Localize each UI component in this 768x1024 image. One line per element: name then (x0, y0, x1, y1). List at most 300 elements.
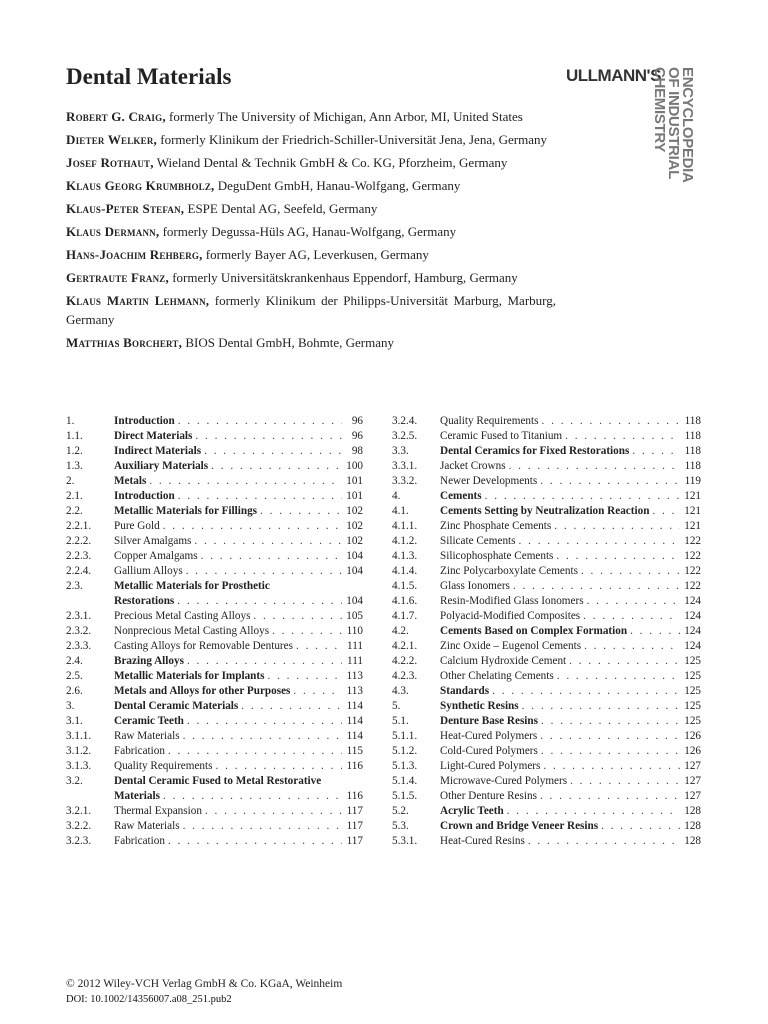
toc-entry-title: Auxiliary Materials (114, 460, 209, 472)
toc-entry-page: 96 (351, 415, 363, 427)
toc-entry-number: 4.1.7. (392, 610, 418, 622)
toc-entry-number: 1. (66, 415, 75, 427)
toc-leader-dots (509, 459, 680, 474)
toc-entry-number: 2.4. (66, 655, 83, 667)
toc-entry-title: Precious Metal Casting Alloys (114, 610, 251, 622)
toc-entry-page: 102 (346, 520, 363, 532)
toc-entry-page: 124 (684, 640, 701, 652)
author-name: Gertraute Franz, (66, 270, 169, 285)
toc-entry-number: 4.2. (392, 625, 409, 637)
toc-entry-title: Other Denture Resins (440, 790, 537, 802)
toc-entry-number: 4.1.4. (392, 565, 418, 577)
toc-entry-page: 104 (346, 550, 363, 562)
toc-leader-dots (195, 429, 342, 444)
toc-entry-title: Fabrication (114, 835, 165, 847)
toc-leader-dots (492, 684, 680, 699)
toc-entry-title: Dental Ceramics for Fixed Restorations (440, 445, 630, 457)
toc-entry-page: 125 (684, 700, 701, 712)
toc-leader-dots (201, 549, 342, 564)
toc-entry-title: Silicate Cements (440, 535, 516, 547)
toc-entry-title: Quality Requirements (440, 415, 539, 427)
toc-leader-dots (583, 609, 680, 624)
author-name: Josef Rothaut, (66, 155, 154, 170)
toc-entry[interactable] (392, 744, 701, 759)
toc-entry[interactable] (392, 534, 701, 549)
toc-entry-title: Silicophosphate Cements (440, 550, 554, 562)
toc-entry-number: 5.3. (392, 820, 409, 832)
toc-entry-title: Brazing Alloys (114, 655, 184, 667)
toc-entry-number: 3.2.4. (392, 415, 418, 427)
toc-leader-dots (570, 774, 680, 789)
toc-leader-dots (601, 819, 680, 834)
toc-entry-title: Heat-Cured Resins (440, 835, 525, 847)
toc-entry-page: 116 (346, 760, 363, 772)
toc-leader-dots (187, 654, 342, 669)
toc-leader-dots (522, 699, 680, 714)
author-entry (66, 245, 556, 264)
author-entry (66, 333, 556, 352)
toc-entry-number: 4.2.2. (392, 655, 418, 667)
toc-leader-dots (557, 669, 680, 684)
toc-entry-number: 3.3.2. (392, 475, 418, 487)
toc-entry-number: 4.3. (392, 685, 409, 697)
toc-entry-number: 5.3.1. (392, 835, 418, 847)
toc-entry-number: 3.2.3. (66, 835, 92, 847)
toc-leader-dots (241, 699, 342, 714)
toc-entry-page: 116 (346, 790, 363, 802)
toc-leader-dots (554, 519, 680, 534)
toc-entry[interactable] (66, 489, 363, 504)
toc-entry[interactable] (392, 564, 701, 579)
toc-entry-title: Pure Gold (114, 520, 160, 532)
toc-entry[interactable] (392, 474, 701, 489)
toc-entry-page: 121 (684, 505, 701, 517)
toc-leader-dots (178, 489, 342, 504)
toc-leader-dots (216, 759, 343, 774)
toc-entry-page: 114 (346, 715, 363, 727)
toc-entry-title: Polyacid-Modified Composites (440, 610, 581, 622)
author-affiliation: ESPE Dental AG, Seefeld, Germany (184, 201, 378, 216)
toc-entry-title: Zinc Phosphate Cements (440, 520, 552, 532)
toc-entry-title: Indirect Materials (114, 445, 202, 457)
toc-entry-page: 122 (684, 550, 701, 562)
toc-entry-page: 121 (684, 490, 701, 502)
toc-entry[interactable] (66, 609, 363, 624)
toc-entry-number: 5.1.1. (392, 730, 418, 742)
toc-entry[interactable] (66, 744, 363, 759)
toc-entry-page: 118 (684, 460, 701, 472)
toc-entry-page: 122 (684, 580, 701, 592)
logo-vertical-line-3: CHEMISTRY (651, 67, 668, 153)
toc-leader-dots (253, 609, 342, 624)
toc-entry[interactable] (66, 519, 363, 534)
toc-leader-dots (149, 474, 342, 489)
toc-entry-page: 127 (684, 790, 701, 802)
toc-entry-title: Microwave-Cured Polymers (440, 775, 568, 787)
toc-entry-title: Dental Ceramic Fused to Metal Restorative (114, 775, 322, 787)
toc-entry-title: Gallium Alloys (114, 565, 183, 577)
author-name: Klaus Georg Krumbholz, (66, 178, 215, 193)
author-name: Klaus Martin Lehmann, (66, 293, 210, 308)
toc-entry-title: Copper Amalgams (114, 550, 198, 562)
toc-entry[interactable] (392, 789, 701, 804)
toc-entry-page: 102 (346, 535, 363, 547)
toc-leader-dots (519, 534, 681, 549)
author-affiliation: formerly Klinikum der Friedrich-Schiller-Universität Jena, Jena, Germany (156, 132, 547, 147)
toc-leader-dots (632, 444, 680, 459)
author-entry (66, 153, 556, 172)
toc-entry[interactable] (66, 789, 363, 804)
toc-entry[interactable] (66, 594, 363, 609)
toc-leader-dots (565, 429, 680, 444)
toc-entry-title: Metallic Materials for Implants (114, 670, 265, 682)
toc-leader-dots (267, 669, 342, 684)
toc-entry-number: 2.3.3. (66, 640, 92, 652)
toc-entry-title: Metallic Materials for Prosthetic (114, 580, 270, 592)
toc-entry[interactable] (392, 729, 701, 744)
toc-entry-number: 4.2.3. (392, 670, 418, 682)
copyright-notice: © 2012 Wiley-VCH Verlag GmbH & Co. KGaA, Weinheim (66, 978, 343, 990)
toc-entry-title: Thermal Expansion (114, 805, 202, 817)
toc-entry-page: 104 (346, 595, 363, 607)
toc-entry-page: 127 (684, 760, 701, 772)
toc-entry-page: 111 (347, 640, 363, 652)
author-affiliation: formerly Universitätskrankenhaus Eppendorf, Hamburg, Germany (168, 270, 518, 285)
toc-entry[interactable] (392, 519, 701, 534)
toc-entry-page: 114 (346, 730, 363, 742)
toc-entry[interactable] (392, 669, 701, 684)
toc-leader-dots (163, 789, 342, 804)
toc-entry-page: 117 (346, 820, 363, 832)
toc-leader-dots (177, 594, 342, 609)
toc-entry[interactable] (66, 804, 363, 819)
toc-entry-page: 124 (684, 595, 701, 607)
toc-entry-title: Calcium Hydroxide Cement (440, 655, 567, 667)
toc-leader-dots (186, 564, 342, 579)
toc-entry[interactable] (66, 459, 363, 474)
toc-entry[interactable] (392, 804, 701, 819)
toc-entry-number: 2.2. (66, 505, 83, 517)
toc-entry-number: 4.1. (392, 505, 409, 517)
toc-entry[interactable] (392, 579, 701, 594)
toc-entry-title: Cements Setting by Neutralization Reaction (440, 505, 650, 517)
toc-entry[interactable] (66, 534, 363, 549)
toc-leader-dots (542, 414, 681, 429)
toc-entry-page (345, 774, 363, 789)
toc-leader-dots (211, 459, 342, 474)
toc-entry-page: 111 (347, 655, 363, 667)
toc-entry-number: 5.1. (392, 715, 409, 727)
toc-entry[interactable] (66, 834, 363, 849)
toc-entry[interactable] (392, 429, 701, 444)
toc-entry-number: 5.1.2. (392, 745, 418, 757)
toc-entry-title: Raw Materials (114, 820, 180, 832)
toc-entry[interactable] (392, 549, 701, 564)
toc-entry-title: Dental Ceramic Materials (114, 700, 239, 712)
page-footer (66, 977, 342, 1007)
toc-entry[interactable] (392, 594, 701, 609)
toc-leader-dots (507, 804, 680, 819)
toc-entry-number: 2.3.1. (66, 610, 92, 622)
toc-entry-page: 127 (684, 775, 701, 787)
toc-entry-number: 2.2.1. (66, 520, 92, 532)
toc-entry-page: 119 (684, 475, 701, 487)
toc-entry[interactable] (392, 819, 701, 834)
toc-entry-number: 3. (66, 700, 75, 712)
toc-entry[interactable] (66, 714, 363, 729)
toc-entry[interactable] (392, 414, 701, 429)
toc-entry[interactable] (66, 444, 363, 459)
toc-entry-title: Fabrication (114, 745, 165, 757)
toc-entry-number: 3.1.3. (66, 760, 92, 772)
toc-entry-page: 117 (346, 835, 363, 847)
toc-entry-page: 100 (346, 460, 363, 472)
toc-entry[interactable] (392, 654, 701, 669)
author-entry (66, 176, 556, 195)
toc-entry-title: Restorations (114, 595, 175, 607)
toc-entry-number: 4.1.1. (392, 520, 418, 532)
toc-entry-title: Jacket Crowns (440, 460, 506, 472)
toc-leader-dots (205, 804, 342, 819)
author-entry (66, 222, 556, 241)
toc-entry-title: Newer Developments (440, 475, 538, 487)
toc-entry-page: 118 (684, 445, 701, 457)
toc-entry[interactable] (392, 489, 701, 504)
toc-entry-number: 3.2.1. (66, 805, 92, 817)
toc-entry-title: Heat-Cured Polymers (440, 730, 538, 742)
toc-entry[interactable] (392, 639, 701, 654)
toc-entry-title: Standards (440, 685, 490, 697)
author-affiliation: BIOS Dental GmbH, Bohmte, Germany (182, 335, 395, 350)
toc-entry-page: 110 (346, 625, 363, 637)
toc-entry-title: Zinc Polycarboxylate Cements (440, 565, 578, 577)
toc-leader-dots (584, 639, 680, 654)
toc-entry-title: Quality Requirements (114, 760, 213, 772)
toc-entry-title: Metals and Alloys for other Purposes (114, 685, 291, 697)
toc-entry[interactable] (392, 834, 701, 849)
toc-entry-title: Metals (114, 475, 147, 487)
toc-entry-title: Cold-Cured Polymers (440, 745, 538, 757)
toc-entry[interactable] (392, 774, 701, 789)
toc-entry[interactable] (392, 684, 701, 699)
toc-entry-number: 3.2. (66, 775, 83, 787)
toc-leader-dots (556, 549, 680, 564)
toc-entry-number: 2.5. (66, 670, 83, 682)
author-name: Hans-Joachim Rehberg, (66, 247, 203, 262)
toc-entry-page: 122 (684, 565, 701, 577)
toc-leader-dots (528, 834, 680, 849)
toc-entry-number: 4.1.5. (392, 580, 418, 592)
toc-entry-number: 3.1.1. (66, 730, 92, 742)
toc-entry[interactable] (66, 729, 363, 744)
toc-entry-title: Materials (114, 790, 160, 802)
toc-entry-page: 125 (684, 670, 701, 682)
author-entry (66, 291, 556, 329)
article-title: Dental Materials (66, 64, 232, 89)
logo-wordmark: ULLMANN'S (566, 66, 661, 85)
author-entry (66, 107, 556, 126)
toc-entry-page: 128 (684, 835, 701, 847)
toc-entry-number: 3.2.2. (66, 820, 92, 832)
toc-leader-dots (540, 474, 680, 489)
author-entry (66, 268, 556, 287)
toc-entry-page: 98 (351, 445, 363, 457)
logo-vertical-line-1: ENCYCLOPEDIA (679, 67, 696, 183)
toc-leader-dots (272, 624, 342, 639)
author-name: Dieter Welker, (66, 132, 157, 147)
toc-entry-number: 3.1.2. (66, 745, 92, 757)
toc-leader-dots (296, 639, 342, 654)
toc-entry-page: 125 (684, 685, 701, 697)
toc-leader-dots (183, 729, 342, 744)
toc-entry[interactable] (66, 429, 363, 444)
toc-entry-page: 126 (684, 745, 701, 757)
toc-entry-number: 1.1. (66, 430, 83, 442)
toc-entry-page: 124 (684, 625, 701, 637)
toc-leader-dots (194, 534, 342, 549)
toc-entry-number: 1.3. (66, 460, 83, 472)
author-entry (66, 199, 556, 218)
toc-leader-dots (168, 834, 342, 849)
toc-leader-dots (183, 819, 342, 834)
toc-entry-number: 5.1.4. (392, 775, 418, 787)
toc-entry-title: Introduction (114, 415, 175, 427)
toc-entry-title: Nonprecious Metal Casting Alloys (114, 625, 270, 637)
toc-entry[interactable] (66, 579, 363, 594)
toc-entry-page: 104 (346, 565, 363, 577)
toc-entry-title: Ceramic Teeth (114, 715, 184, 727)
toc-leader-dots (541, 744, 680, 759)
toc-entry-number: 4.2.1. (392, 640, 418, 652)
toc-entry-page: 102 (346, 505, 363, 517)
toc-entry[interactable] (392, 759, 701, 774)
toc-entry[interactable] (66, 819, 363, 834)
toc-entry[interactable] (66, 774, 363, 789)
toc-entry-title: Acrylic Teeth (440, 805, 504, 817)
toc-entry-page: 101 (346, 475, 363, 487)
toc-entry-title: Light-Cured Polymers (440, 760, 541, 772)
toc-entry[interactable] (66, 699, 363, 714)
toc-entry[interactable] (66, 564, 363, 579)
toc-entry[interactable] (66, 669, 363, 684)
toc-entry[interactable] (392, 504, 701, 519)
toc-entry[interactable] (392, 609, 701, 624)
toc-leader-dots (540, 729, 680, 744)
toc-entry[interactable] (66, 759, 363, 774)
toc-leader-dots (569, 654, 680, 669)
toc-entry-title: Other Chelating Cements (440, 670, 554, 682)
toc-entry-number: 2.2.3. (66, 550, 92, 562)
toc-entry[interactable] (392, 624, 701, 639)
toc-entry-title: Resin-Modified Glass Ionomers (440, 595, 584, 607)
toc-entry[interactable] (392, 714, 701, 729)
toc-entry-number: 2.1. (66, 490, 83, 502)
ullmanns-logo (566, 64, 701, 209)
toc-leader-dots (630, 624, 680, 639)
toc-entry-page: 128 (684, 820, 701, 832)
toc-entry-number: 2.2.4. (66, 565, 92, 577)
toc-entry[interactable] (66, 684, 363, 699)
toc-entry-page: 128 (684, 805, 701, 817)
toc-entry-number: 2.2.2. (66, 535, 92, 547)
toc-leader-dots (178, 414, 342, 429)
toc-leader-dots (187, 714, 342, 729)
toc-entry-page: 113 (346, 670, 363, 682)
toc-entry-number: 2.3.2. (66, 625, 92, 637)
toc-leader-dots (485, 489, 680, 504)
toc-entry-page: 118 (684, 430, 701, 442)
toc-entry-number: 5. (392, 700, 401, 712)
toc-entry-number: 3.3.1. (392, 460, 418, 472)
toc-leader-dots (587, 594, 680, 609)
toc-entry-number: 4.1.3. (392, 550, 418, 562)
toc-entry-title: Glass Ionomers (440, 580, 510, 592)
toc-entry[interactable] (66, 414, 363, 429)
toc-entry-title: Raw Materials (114, 730, 180, 742)
toc-entry-number: 5.1.5. (392, 790, 418, 802)
toc-entry-page: 121 (684, 520, 701, 532)
toc-entry[interactable] (66, 654, 363, 669)
toc-entry-number: 3.1. (66, 715, 83, 727)
toc-entry-page: 96 (351, 430, 363, 442)
toc-leader-dots (260, 504, 342, 519)
toc-entry[interactable] (392, 459, 701, 474)
toc-entry[interactable] (66, 474, 363, 489)
toc-entry-page: 114 (346, 700, 363, 712)
toc-entry-title: Direct Materials (114, 430, 193, 442)
toc-entry-page: 125 (684, 655, 701, 667)
toc-entry-number: 4.1.6. (392, 595, 418, 607)
toc-entry-page: 115 (346, 745, 363, 757)
toc-entry[interactable] (66, 549, 363, 564)
author-affiliation: formerly The University of Michigan, Ann Arbor, MI, United States (165, 109, 523, 124)
toc-entry-number: 4.1.2. (392, 535, 418, 547)
toc-entry[interactable] (392, 444, 701, 459)
toc-entry-page: 126 (684, 730, 701, 742)
toc-entry-page: 101 (346, 490, 363, 502)
toc-entry-number: 3.2.5. (392, 430, 418, 442)
toc-entry-number: 2.3. (66, 580, 83, 592)
toc-entry-title: Ceramic Fused to Titanium (440, 430, 563, 442)
toc-entry-title: Crown and Bridge Veneer Resins (440, 820, 599, 832)
toc-entry-number: 5.1.3. (392, 760, 418, 772)
toc-entry-number: 3.3. (392, 445, 409, 457)
toc-entry-title: Silver Amalgams (114, 535, 192, 547)
toc-entry-page: 117 (346, 805, 363, 817)
author-name: Robert G. Craig, (66, 109, 166, 124)
toc-entry-page: 118 (684, 415, 701, 427)
author-list (66, 107, 556, 356)
toc-entry-page: 122 (684, 535, 701, 547)
toc-entry-title: Casting Alloys for Removable Dentures (114, 640, 293, 652)
toc-leader-dots (293, 684, 342, 699)
toc-entry-page: 125 (684, 715, 701, 727)
toc-entry[interactable] (66, 639, 363, 654)
author-affiliation: formerly Klinikum der Philipps-Universität Marburg, Marburg, Germany (66, 293, 556, 327)
toc-entry-page: 105 (346, 610, 363, 622)
author-entry (66, 130, 556, 149)
toc-entry[interactable] (66, 504, 363, 519)
toc-entry-title: Cements Based on Complex Formation (440, 625, 628, 637)
author-name: Matthias Borchert, (66, 335, 183, 350)
toc-leader-dots (513, 579, 680, 594)
toc-entry-title: Denture Base Resins (440, 715, 538, 727)
author-name: Klaus Dermann, (66, 224, 160, 239)
toc-leader-dots (541, 714, 680, 729)
toc-leader-dots (163, 519, 342, 534)
toc-entry[interactable] (392, 699, 701, 714)
toc-entry[interactable] (66, 624, 363, 639)
